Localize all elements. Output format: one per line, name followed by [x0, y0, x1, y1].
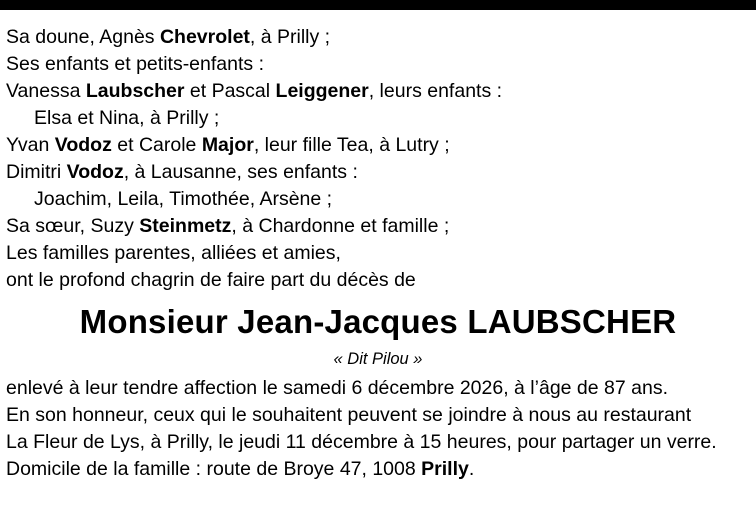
family-line: [6, 186, 750, 213]
family-line: [6, 240, 750, 267]
text-run: Sa sœur, Suzy: [6, 215, 140, 237]
emphasized-name: Leiggener: [275, 80, 369, 102]
text-run: Elsa et Nina, à Prilly ;: [34, 107, 220, 129]
text-run: Yvan: [6, 134, 55, 156]
family-line: [6, 267, 750, 294]
text-run: Domicile de la famille : route de Broye 47, 1008: [6, 458, 422, 480]
emphasized-name: Vodoz: [66, 161, 124, 183]
deceased-name: Monsieur Jean-Jacques LAUBSCHER: [79, 303, 677, 340]
closing-line: [6, 456, 750, 483]
emphasized-name: Laubscher: [85, 80, 185, 102]
emphasized-name: Vodoz: [54, 134, 112, 156]
text-run: Dimitri: [6, 161, 67, 183]
closing-line: [6, 402, 750, 429]
family-line: [6, 132, 750, 159]
closing-block: [6, 375, 750, 483]
closing-line: [6, 375, 750, 402]
text-run: et Pascal: [184, 80, 276, 102]
family-line: [6, 159, 750, 186]
closing-line: [6, 429, 750, 456]
family-announcement-block: [6, 24, 750, 294]
text-run: ont le profond chagrin de faire part du décès de: [6, 269, 416, 291]
family-line: [6, 24, 750, 51]
text-run: , à Chardonne et famille ;: [231, 215, 450, 237]
family-line: [6, 78, 750, 105]
text-run: , leur fille Tea, à Lutry ;: [253, 134, 450, 156]
text-run: Ses enfants et petits-enfants :: [6, 53, 264, 75]
text-run: Vanessa: [6, 80, 86, 102]
text-run: Joachim, Leila, Timothée, Arsène ;: [34, 188, 333, 210]
text-run: Sa doune, Agnès: [6, 26, 160, 48]
text-run: .: [468, 458, 475, 480]
family-line: [6, 213, 750, 240]
text-run: La Fleur de Lys, à Prilly, le jeudi 11 décembre à 15 heures, pour partager un verre.: [6, 431, 717, 453]
emphasized-name: Major: [201, 134, 254, 156]
emphasized-name: Prilly: [421, 458, 469, 480]
emphasized-name: Chevrolet: [159, 26, 250, 48]
deceased-nickname: « Dit Pilou »: [333, 350, 423, 368]
text-run: Les familles parentes, alliées et amies,: [6, 242, 341, 264]
family-line: [6, 51, 750, 78]
text-run: , à Lausanne, ses enfants :: [123, 161, 358, 183]
family-line: [6, 105, 750, 132]
text-run: et Carole: [111, 134, 202, 156]
text-run: enlevé à leur tendre affection le samedi 6 décembre 2026, à l’âge de 87 ans.: [6, 377, 669, 399]
text-run: En son honneur, ceux qui le souhaitent peuvent se joindre à nous au restaurant: [6, 404, 692, 426]
emphasized-name: Steinmetz: [139, 215, 232, 237]
text-run: , à Prilly ;: [249, 26, 331, 48]
text-run: , leurs enfants :: [368, 80, 503, 102]
